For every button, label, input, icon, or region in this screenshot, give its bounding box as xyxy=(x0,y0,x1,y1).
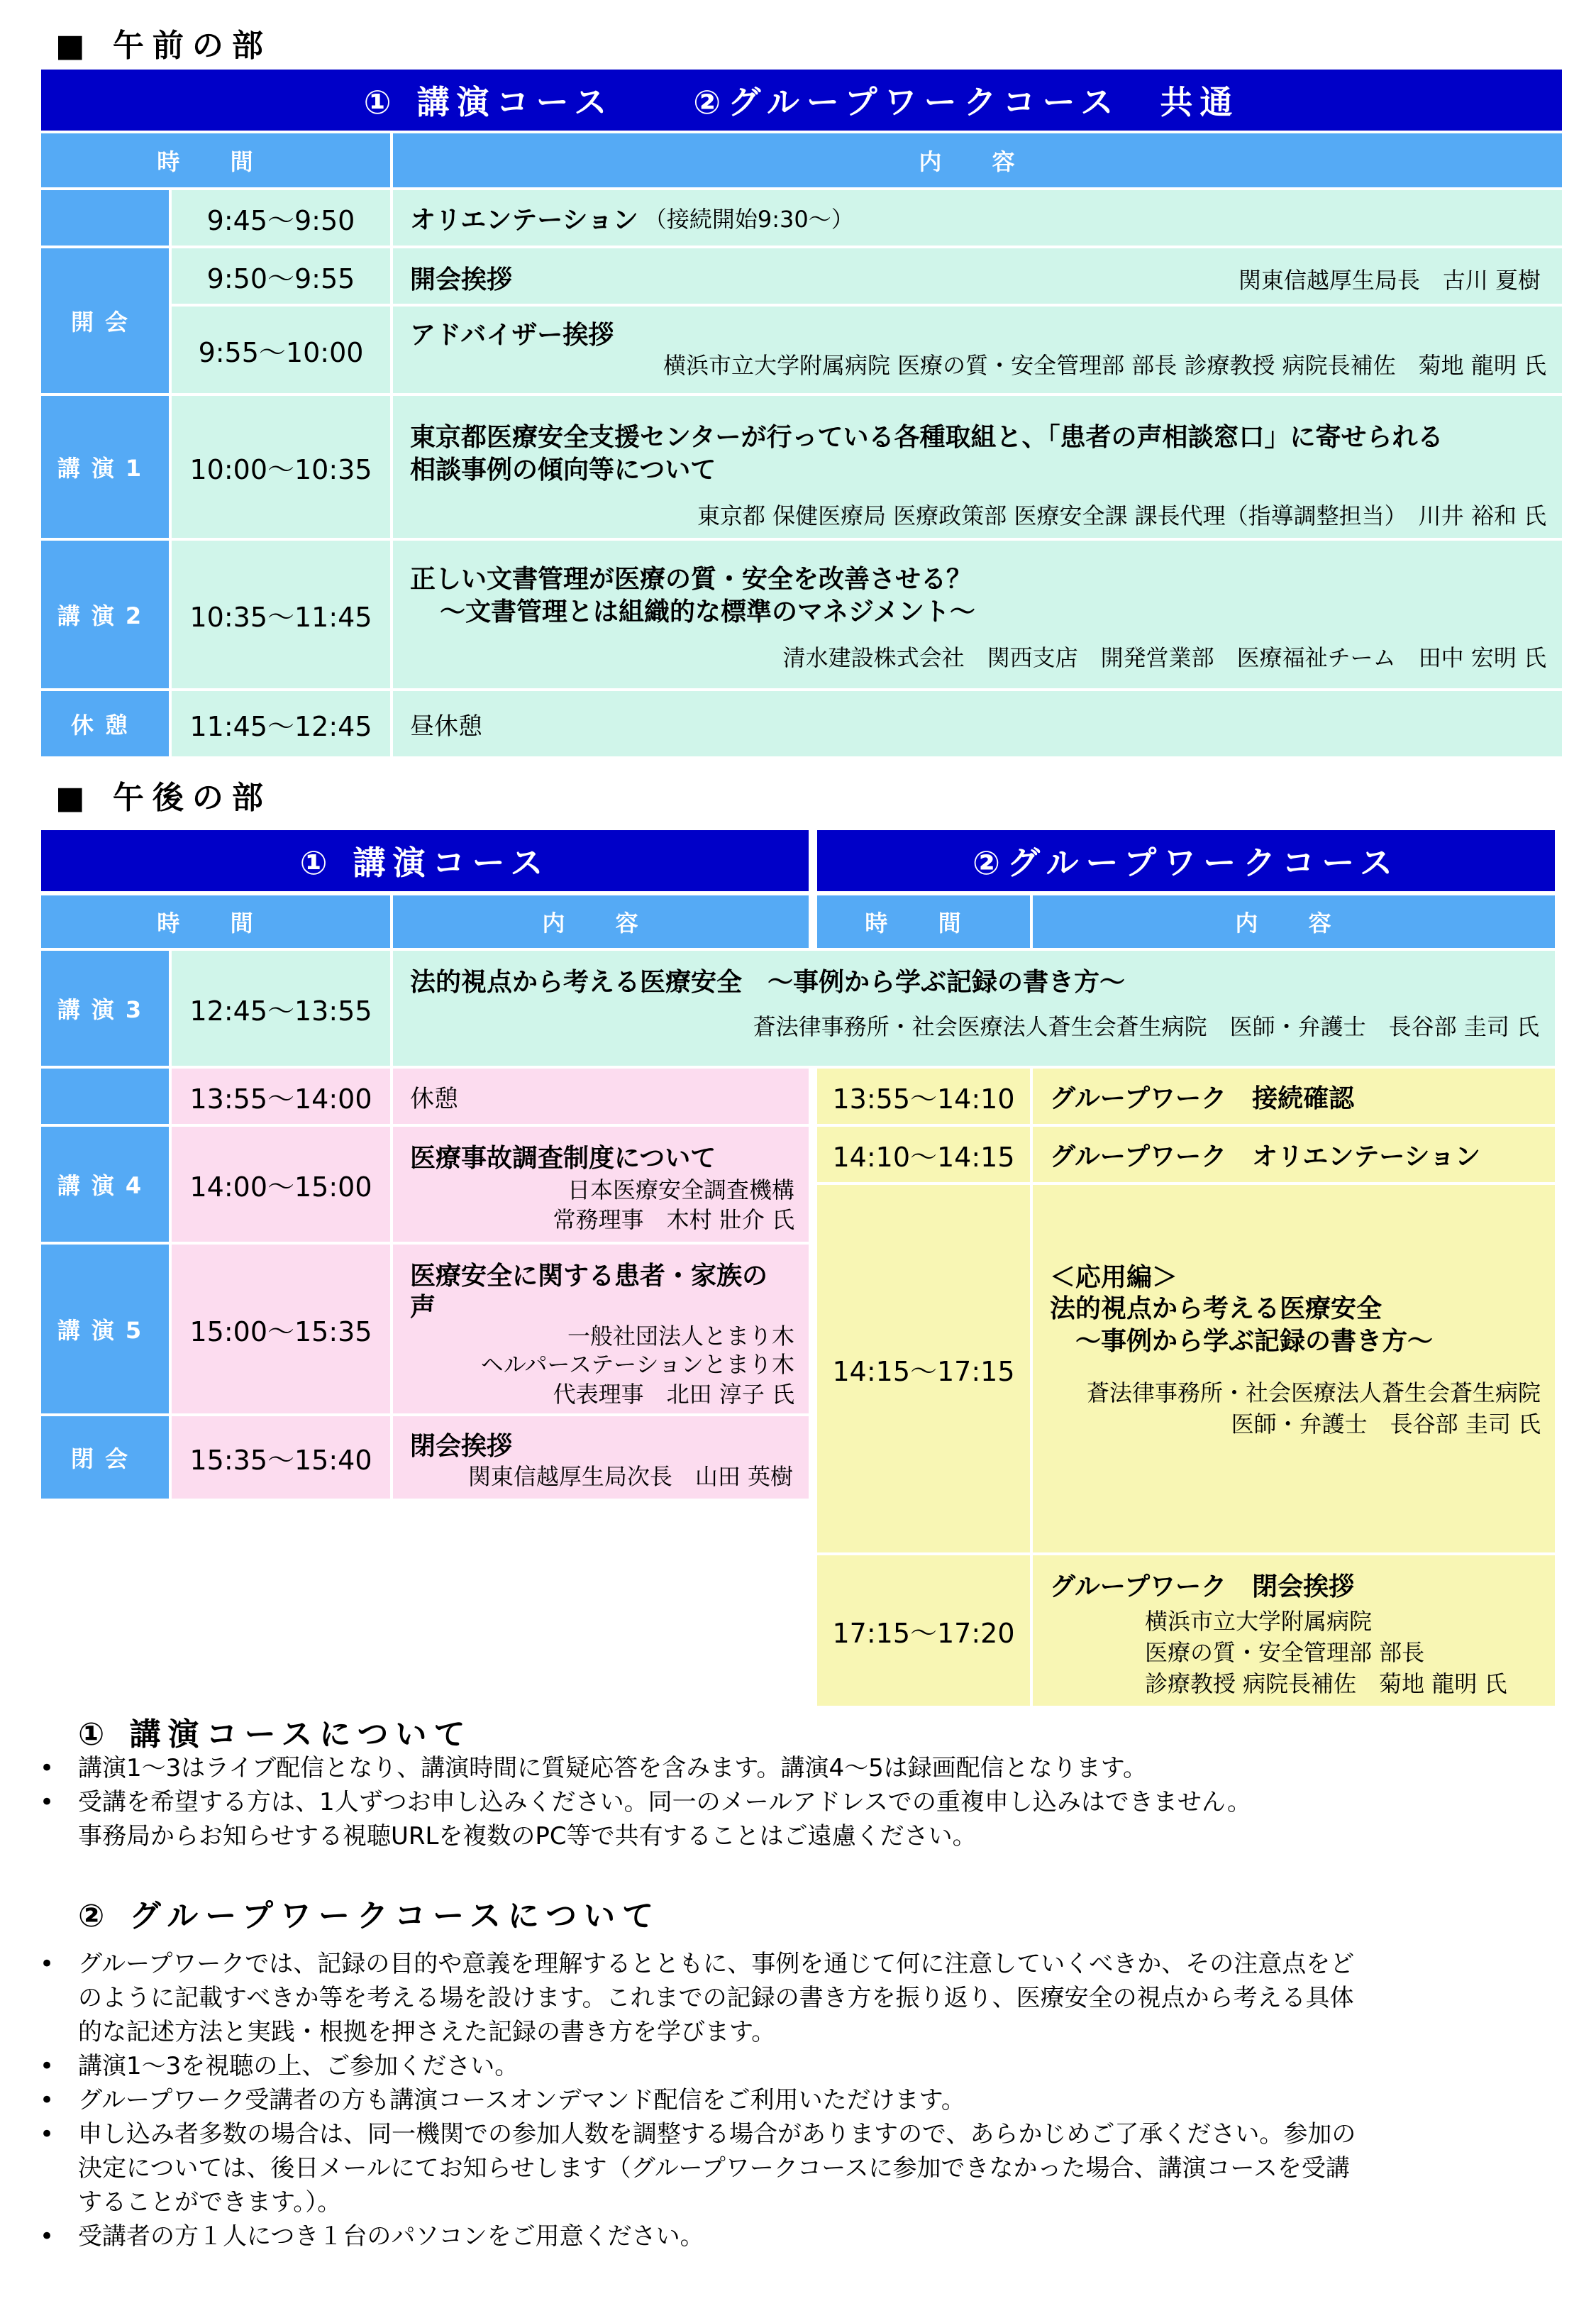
advisor-greeting-time: 9:55～10:00 xyxy=(172,307,390,393)
lecture3-label: 講演3 xyxy=(41,951,169,1066)
lecture5-time: 15:00～15:35 xyxy=(172,1245,390,1413)
lecture2-title-line1: 正しい文書管理が医療の質・安全を改善させる？ xyxy=(410,565,972,594)
gw-closing-time: 17:15～17:20 xyxy=(817,1555,1030,1706)
closing-label: 閉会 xyxy=(41,1416,169,1499)
opening-greeting-time: 9:50～9:55 xyxy=(172,248,390,304)
lecture2-speaker: 清水建設株式会社 関西支店 開発営業部 医療福祉チーム 田中 宏明 氏 xyxy=(782,644,1546,671)
lecture-header-content: 内 容 xyxy=(393,895,809,948)
group-note-continuation: 決定については、後日メールにてお知らせします（グループワークコースに参加できなかった場合、講演コースを受講 xyxy=(78,2154,1350,2183)
lecture1-content xyxy=(393,396,1562,538)
group-note-item: • 受講者の方１人につき１台のパソコンをご用意ください。 xyxy=(78,2219,1553,2253)
gw-applied-subtitle: ～事例から学ぶ記録の書き方～ xyxy=(1075,1327,1434,1356)
lecture3-title: 法的視点から考える医療安全 ～事例から学ぶ記録の書き方～ xyxy=(410,968,1126,997)
advisor-greeting-title: アドバイザー挨拶 xyxy=(410,321,614,350)
gw-closing-speaker-name: 診療教授 病院長補佐 菊地 龍明 氏 xyxy=(1145,1670,1507,1697)
lecture2-title-line2: ～文書管理とは組織的な標準のマネジメント～ xyxy=(440,597,975,627)
closing-speaker: 関東信越厚生局次長 山田 英樹 xyxy=(467,1463,793,1490)
rest-time: 13:55～14:00 xyxy=(172,1069,390,1124)
gw-applied-title: 法的視点から考える医療安全 xyxy=(1050,1294,1382,1323)
lecture-header-time: 時 間 xyxy=(41,895,390,948)
lecture1-title-line1: 東京都医療安全支援センターが行っている各種取組と、「患者の声相談窓口」に寄せられる xyxy=(410,423,1443,452)
gw-closing-content xyxy=(1033,1555,1555,1706)
lecture5-speaker-name: 代表理事 北田 淳子 氏 xyxy=(553,1381,794,1408)
lecture5-speaker-org1: 一般社団法人とまり木 xyxy=(567,1323,794,1350)
gw-applied-time: 14:15～17:15 xyxy=(817,1185,1030,1552)
opening-greeting-speaker: 関東信越厚生局長 古川 夏樹 xyxy=(1238,267,1541,294)
closing-title: 閉会挨拶 xyxy=(410,1432,513,1461)
rest-content: 休憩 xyxy=(393,1069,809,1124)
lecture-note-item: • 受講を希望する方は、1人ずつお申し込みください。同一のメールアドレスでの重複申し込みはできません。 xyxy=(78,1785,1539,1819)
group-note-continuation: のように記載すべきか等を考える場を設けます。これまでの記録の書き方を振り返り、医療安全の視点から考える具体 xyxy=(78,1984,1354,2012)
gw-closing-title: グループワーク 閉会挨拶 xyxy=(1050,1572,1355,1601)
lunch-break-label: 休憩 xyxy=(41,691,169,756)
rest-label-cell xyxy=(41,1069,169,1124)
lecture4-content xyxy=(393,1127,809,1242)
lecture-course-notes-heading: ① 講演コースについて xyxy=(78,1716,472,1753)
lecture5-title-line2: 声 xyxy=(410,1293,436,1322)
gw-applied-content xyxy=(1033,1185,1555,1552)
lunch-break-time: 11:45～12:45 xyxy=(172,691,390,756)
gw-closing-speaker-org: 横浜市立大学附属病院 xyxy=(1145,1608,1373,1635)
gw-applied-speaker-org: 蒼法律事務所・社会医療法人蒼生会蒼生病院 xyxy=(1086,1379,1541,1406)
morning-header-content: 内 容 xyxy=(393,133,1562,187)
groupwork-header-content: 内 容 xyxy=(1033,895,1555,948)
morning-course-bar: ① 講演コース ②グループワークコース 共通 xyxy=(41,70,1562,131)
lecture-note-continuation: 事務局からお知らせする視聴URLを複数のPC等で共有することはご遠慮ください。 xyxy=(78,1822,977,1850)
groupwork-course-notes-list xyxy=(78,1947,1553,2253)
lunch-break-content: 昼休憩 xyxy=(393,691,1562,756)
advisor-greeting-speaker: 横浜市立大学附属病院 医療の質・安全管理部 部長 診療教授 病院長補佐 菊地 龍明 氏 xyxy=(663,352,1546,379)
lecture5-content xyxy=(393,1245,809,1413)
lecture4-speaker-name: 常務理事 木村 壯介 氏 xyxy=(553,1206,794,1233)
lecture5-label: 講演5 xyxy=(41,1245,169,1413)
group-note-continuation: することができます。）。 xyxy=(78,2188,342,2217)
lecture5-speaker-org2: ヘルパーステーションとまり木 xyxy=(480,1351,794,1378)
group-note-continuation: 的な記述方法と実践・根拠を押さえた記録の書き方を学びます。 xyxy=(78,2018,776,2046)
lecture1-speaker: 東京都 保健医療局 医療政策部 医療安全課 課長代理（指導調整担当） 川井 裕和 氏 xyxy=(697,502,1546,529)
lecture3-time: 12:45～13:55 xyxy=(172,951,390,1066)
groupwork-course-bar: ②グループワークコース xyxy=(817,830,1555,891)
orientation-content xyxy=(393,190,1562,246)
lecture1-time: 10:00～10:35 xyxy=(172,396,390,538)
closing-time: 15:35～15:40 xyxy=(172,1416,390,1499)
lecture3-content xyxy=(393,951,1555,1066)
opening-greeting-title: 開会挨拶 xyxy=(410,265,513,294)
group-note-item: • グループワーク受講者の方も講演コースオンデマンド配信をご利用いただけます。 xyxy=(78,2083,1553,2117)
closing-content xyxy=(393,1416,809,1499)
gw-connection-time: 13:55～14:10 xyxy=(817,1069,1030,1124)
gw-closing-speaker-dept: 医療の質・安全管理部 部長 xyxy=(1145,1639,1425,1666)
lecture3-speaker: 蒼法律事務所・社会医療法人蒼生会蒼生病院 医師・弁護士 長谷部 圭司 氏 xyxy=(753,1013,1539,1040)
afternoon-section-title: ■ 午後の部 xyxy=(55,780,272,816)
lecture2-time: 10:35～11:45 xyxy=(172,541,390,688)
lecture2-content xyxy=(393,541,1562,688)
group-note-item: • 講演1～3を視聴の上、ご参加ください。 xyxy=(78,2049,1553,2083)
group-note-item: • 申し込み者多数の場合は、同一機関での参加人数を調整する場合がありますので、あらかじめご了承ください。参加の xyxy=(78,2117,1553,2151)
orientation-label-cell xyxy=(41,190,169,246)
orientation-time: 9:45～9:50 xyxy=(172,190,390,246)
lecture-course-notes-list xyxy=(78,1751,1539,1853)
group-note-item: • グループワークでは、記録の目的や意義を理解するとともに、事例を通じて何に注意していくべきか、その注意点をど xyxy=(78,1947,1553,1981)
lecture1-label: 講演1 xyxy=(41,396,169,538)
lecture1-title-line2: 相談事例の傾向等について xyxy=(410,456,716,485)
gw-orientation-content: グループワーク オリエンテーション xyxy=(1033,1127,1555,1182)
gw-orientation-time: 14:10～14:15 xyxy=(817,1127,1030,1182)
orientation-title: オリエンテーション xyxy=(410,205,638,235)
lecture2-label: 講演2 xyxy=(41,541,169,688)
morning-header-time: 時 間 xyxy=(41,133,390,187)
lecture4-time: 14:00～15:00 xyxy=(172,1127,390,1242)
morning-section-title: ■ 午前の部 xyxy=(55,28,272,64)
opening-label: 開会 xyxy=(41,248,169,393)
opening-greeting-content xyxy=(393,248,1562,304)
lecture4-title: 医療事故調査制度について xyxy=(410,1144,716,1173)
orientation-note: （接続開始9:30～） xyxy=(643,206,854,233)
groupwork-header-time: 時 間 xyxy=(817,895,1030,948)
lecture4-label: 講演4 xyxy=(41,1127,169,1242)
gw-applied-speaker-name: 医師・弁護士 長谷部 圭司 氏 xyxy=(1231,1411,1541,1438)
lecture-note-item: • 講演1～3はライブ配信となり、講演時間に質疑応答を含みます。講演4～5は録画配信となります。 xyxy=(78,1751,1539,1785)
lecture4-speaker-org: 日本医療安全調査機構 xyxy=(567,1176,794,1203)
groupwork-course-notes-heading: ② グループワークコースについて xyxy=(78,1898,661,1934)
gw-applied-tag: ＜応用編＞ xyxy=(1050,1263,1178,1292)
lecture-course-bar: ① 講演コース xyxy=(41,830,809,891)
lecture5-title-line1: 医療安全に関する患者・家族の xyxy=(410,1262,768,1291)
gw-connection-content: グループワーク 接続確認 xyxy=(1033,1069,1555,1124)
advisor-greeting-content xyxy=(393,307,1562,393)
